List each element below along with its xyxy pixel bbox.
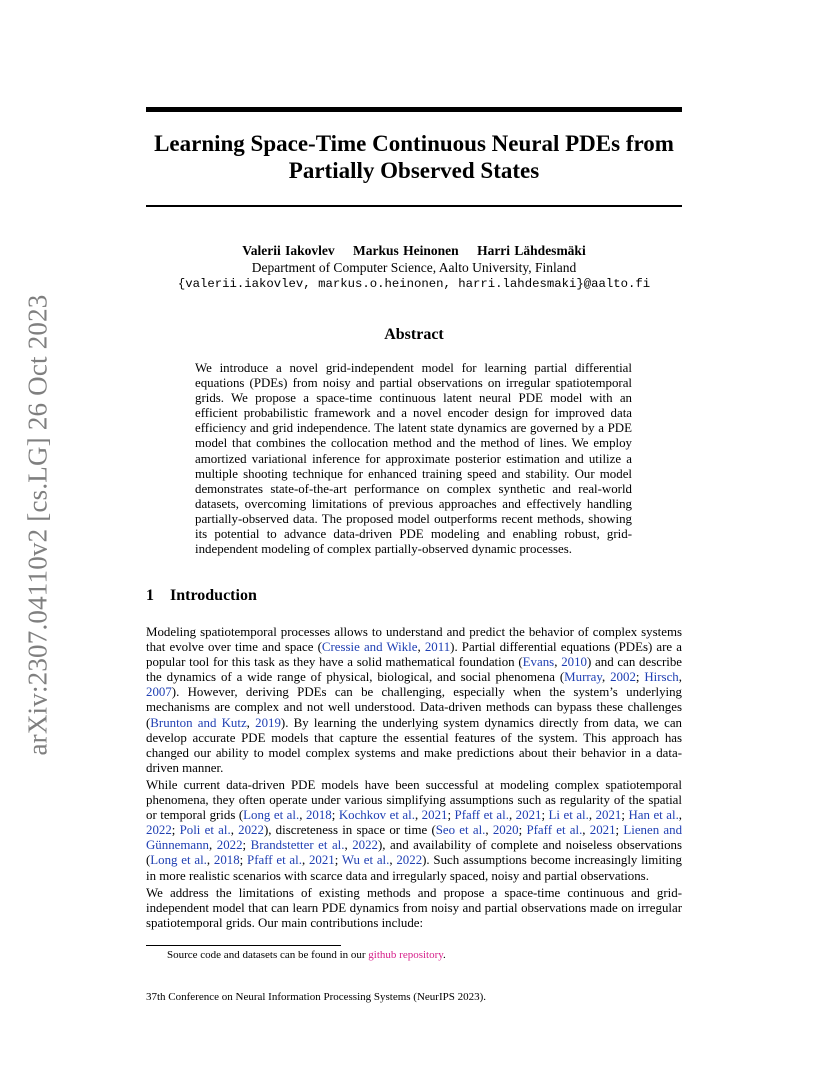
author-block: [146, 243, 682, 293]
citation-link[interactable]: 2002: [610, 670, 636, 685]
paragraph-text: ,: [414, 808, 422, 823]
paragraph-text: ,: [582, 823, 590, 838]
citation-link[interactable]: 2022: [146, 823, 172, 838]
paragraph-text: ,: [485, 823, 493, 838]
paragraph-text: ,: [554, 655, 562, 670]
author-emails: {valerii.iakovlev, markus.o.heinonen, harri.lahdesmaki}@aalto.fi: [177, 277, 651, 291]
paragraph-text: ). By learning the underlying system dynamics directly from data, we can develop accurate PDE models that capture the essential features of the system. This approach has changed our ability to model complex systems and make predictions about their behavior in a data-driven manner.: [146, 715, 682, 775]
citation-link[interactable]: 2011: [424, 640, 451, 655]
citation-link[interactable]: 2007: [146, 685, 172, 700]
arxiv-identifier-stamp: arXiv:2307.04110v2 [cs.LG] 26 Oct 2023: [22, 294, 53, 756]
footnote-text: Source code and datasets can be found in our: [167, 949, 369, 961]
citation-link[interactable]: 2022: [396, 853, 423, 868]
citation-link[interactable]: 2021: [308, 853, 335, 868]
paragraph-text: ,: [588, 808, 596, 823]
paragraph-text: ,: [246, 715, 256, 730]
paragraph-text: ,: [417, 640, 425, 655]
intro-paragraph-3: [146, 886, 682, 931]
paragraph-text: ), discreteness in space or time (: [263, 823, 436, 838]
citation-link[interactable]: 2019: [255, 715, 281, 730]
citation-link[interactable]: 2022: [238, 823, 264, 838]
title-top-rule: [146, 107, 682, 112]
footnote-rule: [146, 945, 341, 946]
paragraph-text: ). Partial differential equations (PDEs) are a popular tool for this task as they have a solid mathematical foundation (: [146, 640, 682, 670]
paragraph-text: ;: [541, 808, 549, 823]
citation-link[interactable]: 2021: [515, 808, 542, 823]
paragraph-text: ;: [635, 670, 645, 685]
footnote-end: .: [443, 949, 446, 961]
paragraph-text: ;: [331, 808, 339, 823]
paragraph-text: ), and availability of complete and noiseless observations (: [146, 838, 682, 868]
citation-link[interactable]: Han et al.: [628, 808, 679, 823]
citation-link[interactable]: 2020: [492, 823, 519, 838]
paragraph-text: ). However, deriving PDEs can be challenging, especially when the system’s underlying mechanisms are complex and not well understood. Data-driven methods can bypass these challenges (: [146, 685, 682, 730]
paragraph-text: ,: [209, 838, 217, 853]
citation-link[interactable]: Long et al.: [243, 808, 300, 823]
paragraph-text: ;: [334, 853, 342, 868]
paragraph-text: ,: [230, 823, 239, 838]
affiliation: Department of Computer Science, Aalto University, Finland: [251, 260, 577, 275]
citation-link[interactable]: 2022: [352, 838, 378, 853]
citation-link[interactable]: Hirsch: [644, 670, 679, 685]
footnote: [167, 949, 446, 962]
paragraph-text: ,: [301, 853, 309, 868]
abstract-heading: Abstract: [384, 326, 444, 343]
paragraph-text: ;: [615, 823, 624, 838]
paragraph-text: Modeling spatiotemporal processes allows to understand and predict the behavior of complex systems that evolve over time and space (: [146, 625, 682, 655]
section-title: Introduction: [170, 587, 257, 604]
author-name: Harri Lähdesmäki: [477, 243, 586, 258]
paragraph-text: We address the limitations of existing methods and propose a space-time continuous and grid-independent model that can learn PDE dynamics from noisy and partial observations made on irregular spatiotemporal grids. Our main contributions include:: [146, 886, 682, 931]
citation-link[interactable]: Brandstetter et al.: [250, 838, 345, 853]
paragraph-text: ;: [621, 808, 629, 823]
intro-paragraph-2: [146, 778, 682, 884]
paragraph-text: ,: [601, 670, 611, 685]
citation-link[interactable]: Brunton and Kutz: [150, 715, 247, 730]
paragraph-text: ,: [206, 853, 214, 868]
paragraph-text: ,: [299, 808, 306, 823]
citation-link[interactable]: 2022: [216, 838, 243, 853]
paragraph-text: ,: [508, 808, 516, 823]
citation-link[interactable]: Pfaff et al.: [247, 853, 302, 868]
citation-link[interactable]: 2018: [213, 853, 240, 868]
paragraph-text: ,: [389, 853, 397, 868]
abstract-text: We introduce a novel grid-independent model for learning partial differential equations (PDEs) from noisy and partial observations on irregular spatiotemporal grids. We propose a space-time continuous latent neural PDE model with an efficient probabilistic framework and a novel encoder design for improved data efficiency and grid independence. The latent state dynamics are governed by a PDE model that combines the collocation method and the method of lines. We employ amortized variational inference for approximate posterior estimation and utilize a multiple shooting technique for enhanced training speed and stability. Our model demonstrates state-of-the-art performance on complex synthetic and real-world datasets, overcoming limitations of previous approaches and effectively handling partially-observed data. The proposed model outperforms recent methods, showing its potential to advance data-driven PDE modeling and enabling robust, grid-independent modeling of complex partially-observed dynamic processes.: [195, 361, 632, 557]
citation-link[interactable]: Murray: [564, 670, 602, 685]
citation-link[interactable]: 2010: [561, 655, 587, 670]
citation-link[interactable]: 2018: [305, 808, 332, 823]
paragraph-text: ,: [678, 670, 682, 685]
citation-link[interactable]: Pfaff et al.: [526, 823, 583, 838]
author-name: Markus Heinonen: [353, 243, 459, 258]
github-repository-link[interactable]: github repository: [368, 949, 444, 961]
section-number: 1: [146, 587, 154, 604]
author-list: [146, 243, 682, 259]
citation-link[interactable]: 2021: [421, 808, 448, 823]
paragraph-text: ). Such assumptions become increasingly limiting in more realistic scenarios with scarce data and irregularly spaced, noisy and partial observations.: [146, 853, 682, 883]
citation-link[interactable]: Wu et al.: [341, 853, 390, 868]
paragraph-text: ;: [447, 808, 455, 823]
section-heading-introduction: [146, 587, 257, 605]
paragraph-text: ;: [518, 823, 527, 838]
citation-link[interactable]: Long et al.: [150, 853, 207, 868]
citation-link[interactable]: 2021: [595, 808, 622, 823]
paragraph-text: ,: [678, 808, 683, 823]
author-name: Valerii Iakovlev: [242, 243, 335, 258]
citation-link[interactable]: Li et al.: [548, 808, 589, 823]
citation-link[interactable]: 2021: [589, 823, 616, 838]
paper-title: Learning Space-Time Continuous Neural PDEs from Partially Observed States: [154, 131, 674, 183]
paragraph-text: While current data-driven PDE models have been successful at modeling complex spatiotemporal phenomena, they often operate under various simplifying assumptions such as regularity of the spatial or temporal grids (: [146, 778, 682, 823]
paragraph-text: ;: [171, 823, 180, 838]
citation-link[interactable]: Lienen and Günnemann: [146, 823, 683, 853]
conference-note: 37th Conference on Neural Information Processing Systems (NeurIPS 2023).: [146, 991, 487, 1003]
paragraph-text: ;: [242, 838, 251, 853]
title-bottom-rule: [146, 205, 682, 207]
intro-paragraph-1: [146, 625, 682, 776]
paragraph-text: ;: [239, 853, 248, 868]
citation-link[interactable]: Evans: [522, 655, 555, 670]
citation-link[interactable]: Kochkov et al.: [338, 808, 415, 823]
paragraph-text: ,: [344, 838, 353, 853]
citation-link[interactable]: Poli et al.: [179, 823, 231, 838]
citation-link[interactable]: Cressie and Wikle: [321, 640, 418, 655]
paragraph-text: ) and can describe the dynamics of a wide range of physical, biological, and social phenomena (: [146, 655, 683, 685]
citation-link[interactable]: Seo et al.: [435, 823, 486, 838]
citation-link[interactable]: Pfaff et al.: [454, 808, 509, 823]
